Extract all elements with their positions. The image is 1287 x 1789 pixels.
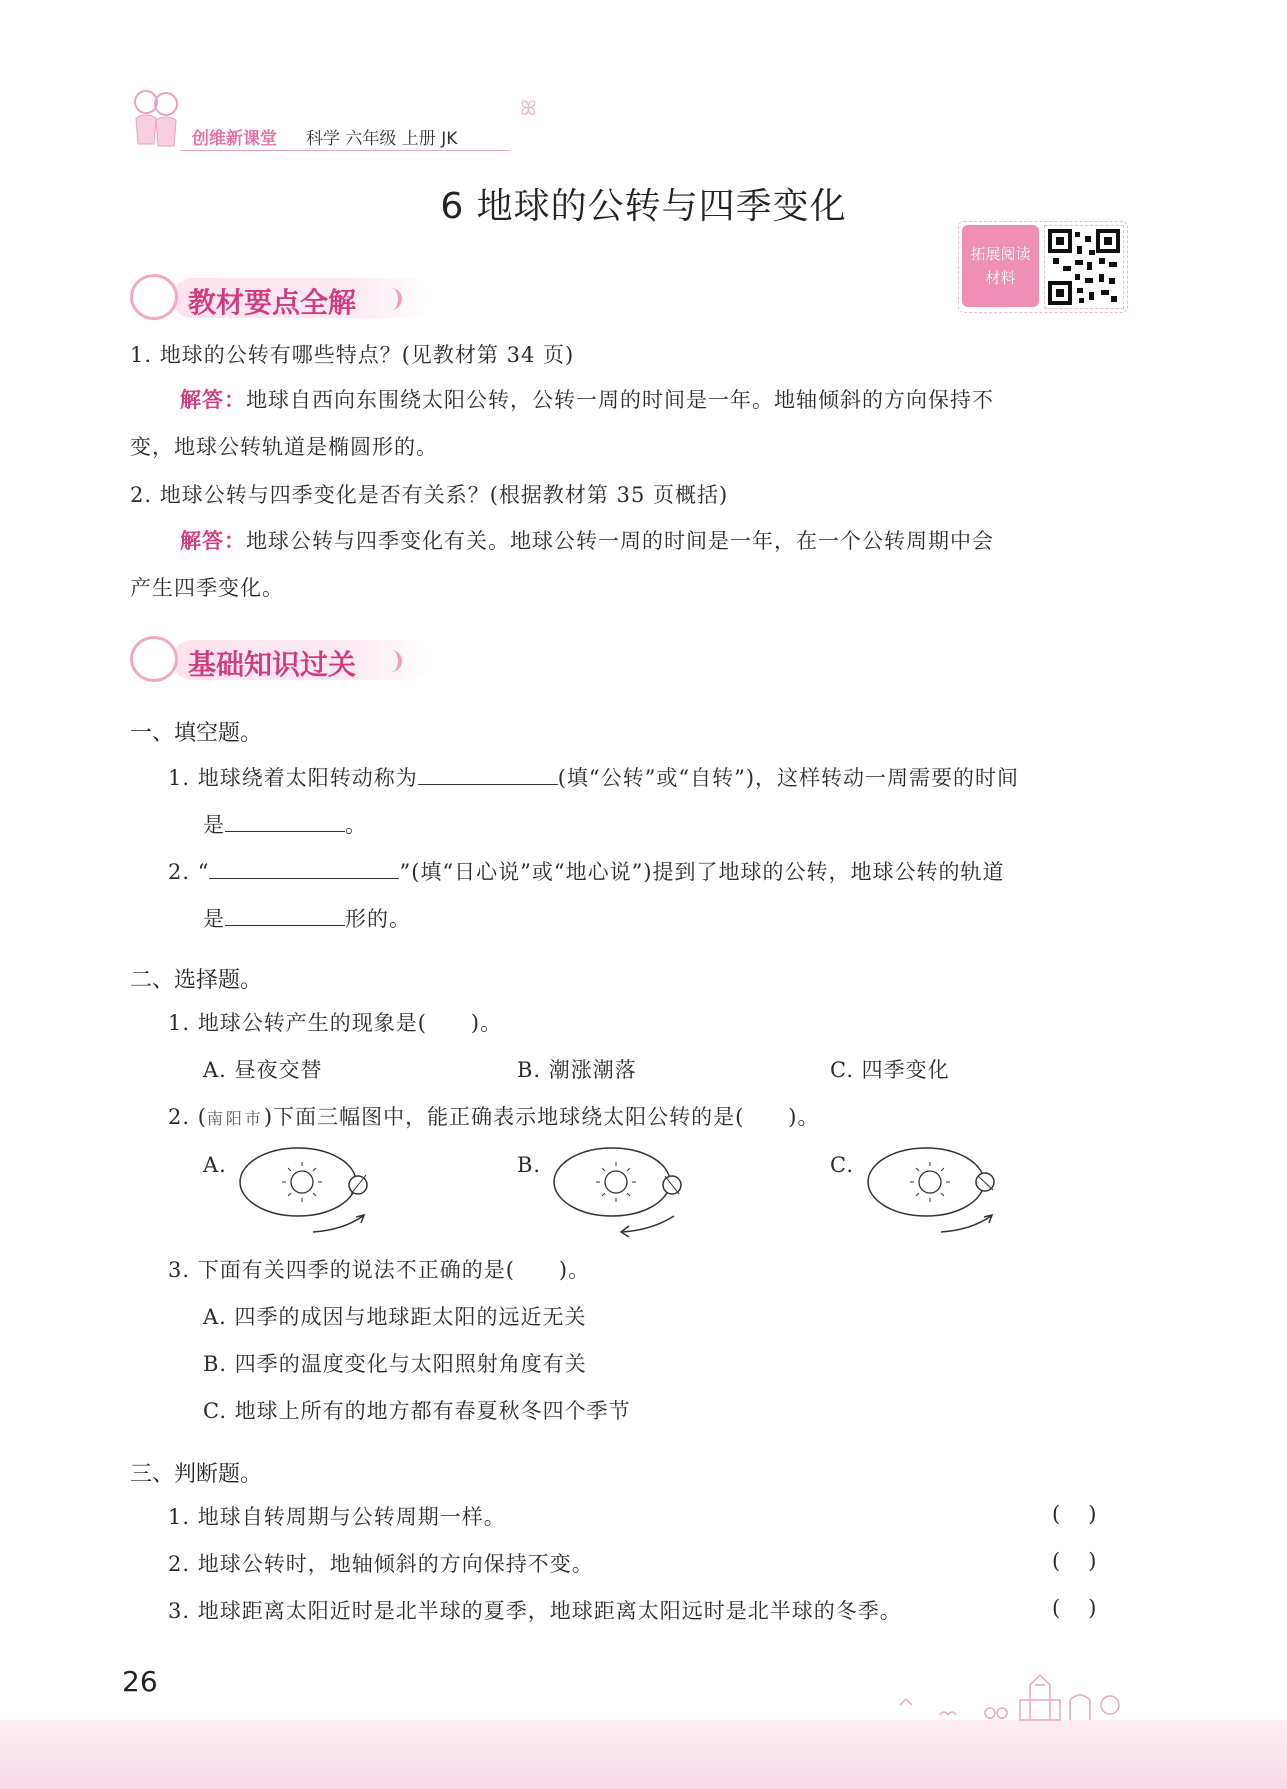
answer-text: 地球公转与四季变化有关。地球公转一周的时间是一年，在一个公转周期中会: [246, 529, 994, 553]
fill-q1-text-d: 。: [345, 813, 367, 837]
answer-1-line2: 变，地球公转轨道是椭圆形的。: [130, 435, 438, 459]
choice-q3-option-b[interactable]: B. 四季的温度变化与太阳照射角度有关: [203, 1352, 587, 1376]
choice-q1-option-b[interactable]: B. 潮涨潮落: [517, 1058, 637, 1082]
answer-2-line2: 产生四季变化。: [130, 576, 284, 600]
section-banner-basic-knowledge: [130, 638, 420, 680]
choice-q2-option-c[interactable]: C.: [830, 1153, 854, 1177]
fill-question-2-line2: [203, 903, 411, 934]
judgment-answer-box-1[interactable]: (): [1052, 1502, 1125, 1526]
answer-blank[interactable]: [225, 903, 345, 926]
part-fill-blank-title: 一、填空题。: [130, 721, 263, 746]
orbit-diagram-a: [238, 1140, 378, 1244]
answer-blank[interactable]: [209, 856, 399, 879]
fill-q1-text-a: 1. 地球绕着太阳转动称为: [168, 766, 418, 790]
judgment-answer-box-2[interactable]: (): [1052, 1549, 1125, 1573]
part-judgment-title: 三、判断题。: [130, 1462, 263, 1487]
page-number: 26: [122, 1665, 158, 1698]
fill-q1-text-b: (填“公转”或“自转”)，这样转动一周需要的时间: [557, 766, 1020, 790]
answer-text: 地球自西向东围绕太阳公转，公转一周的时间是一年。地轴倾斜的方向保持不: [246, 388, 994, 412]
book-subject: 科学 六年级 上册 JK: [306, 129, 458, 149]
section-heading: 教材要点全解: [188, 286, 357, 319]
judgment-item-1: 1. 地球自转周期与公转周期一样。: [168, 1505, 506, 1529]
footer-band: [0, 1720, 1287, 1789]
fill-q2-text-d: 形的。: [345, 907, 411, 931]
judgment-item-3: 3. 地球距离太阳近时是北半球的夏季，地球距离太阳远时是北半球的冬季。: [168, 1599, 902, 1623]
butterfly-icon: ꕤ: [520, 96, 537, 120]
header-divider: [180, 150, 510, 151]
judgment-item-2: 2. 地球公转时，地轴倾斜的方向保持不变。: [168, 1552, 594, 1576]
fill-q1-text-c: 是: [203, 813, 225, 837]
choice-q1-option-c[interactable]: C. 四季变化: [830, 1058, 950, 1082]
orbit-diagram-c: [866, 1140, 1006, 1244]
answer-1-line1: [180, 385, 994, 415]
qr-code[interactable]: [1044, 225, 1124, 309]
globe-icon: [130, 636, 178, 682]
castle-illustration: [880, 1645, 1160, 1729]
answer-label: 解答：: [180, 529, 246, 553]
fill-question-1-line1: [168, 762, 1019, 793]
choice-question-3: 3. 下面有关四季的说法不正确的是( )。: [168, 1258, 591, 1282]
question-2: 2. 地球公转与四季变化是否有关系？(根据教材第 35 页概括): [130, 483, 729, 507]
extended-reading-label: [962, 225, 1039, 307]
answer-label: 解答：: [180, 388, 246, 412]
question-1: 1. 地球的公转有哪些特点？(见教材第 34 页): [130, 343, 575, 367]
fill-question-1-line2: [203, 809, 367, 840]
choice-q1-option-a[interactable]: A. 昼夜交替: [203, 1058, 323, 1082]
orbit-diagram-b: [552, 1140, 692, 1244]
fill-q2-text-a: 2. “: [168, 860, 210, 884]
qr-label-line2: 材料: [985, 269, 1016, 287]
choice-q2-post: )下面三幅图中，能正确表示地球绕太阳公转的是( )。: [263, 1105, 820, 1129]
region-tag: 南阳市: [206, 1109, 264, 1128]
fill-q2-text-c: 是: [203, 907, 225, 931]
answer-blank[interactable]: [418, 762, 558, 785]
book-icon: [130, 274, 178, 320]
judgment-answer-box-3[interactable]: (): [1052, 1596, 1125, 1620]
answer-2-line1: [180, 526, 994, 556]
choice-question-2: [168, 1102, 820, 1134]
brand-name: 创维新课堂: [192, 129, 277, 149]
fill-question-2-line1: [168, 856, 1005, 887]
choice-question-1: 1. 地球公转产生的现象是( )。: [168, 1011, 503, 1035]
section-heading: 基础知识过关: [188, 648, 357, 681]
fill-q2-text-b: ”(填“日心说”或“地心说”)提到了地球的公转，地球公转的轨道: [399, 860, 1005, 884]
choice-q2-pre: 2. (: [168, 1105, 207, 1129]
choice-q2-option-b[interactable]: B.: [517, 1153, 542, 1177]
qr-label-line1: 拓展阅读: [970, 245, 1031, 263]
answer-blank[interactable]: [225, 809, 345, 832]
choice-q3-option-c[interactable]: C. 地球上所有的地方都有春夏秋冬四个季节: [203, 1399, 631, 1423]
section-banner-key-points: [130, 276, 420, 318]
mascot-illustration: [126, 84, 186, 158]
choice-q2-option-a[interactable]: A.: [203, 1153, 227, 1177]
choice-q3-option-a[interactable]: A. 四季的成因与地球距太阳的远近无关: [203, 1305, 587, 1329]
page-title: 6 地球的公转与四季变化: [440, 186, 847, 227]
part-choice-title: 二、选择题。: [130, 968, 263, 993]
